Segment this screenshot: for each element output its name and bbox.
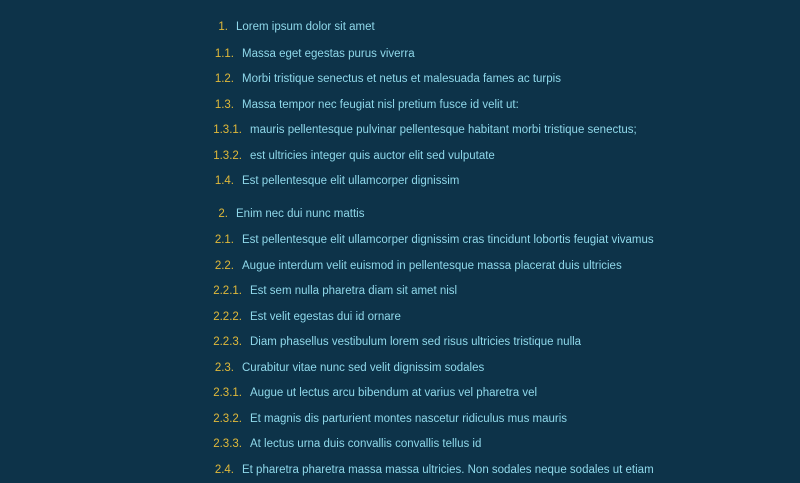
list-marker: 1.3.2. <box>213 149 242 162</box>
list-item-row <box>210 432 780 458</box>
list-marker: 2. <box>218 207 228 220</box>
list-item <box>210 254 780 356</box>
list-item-row <box>210 67 780 93</box>
list-item <box>210 14 780 195</box>
list-item <box>210 279 780 305</box>
list-item <box>210 144 780 170</box>
list-item <box>210 356 780 458</box>
list-item-row <box>210 279 780 305</box>
list-item-text: mauris pellentesque pulvinar pellentesque habitant morbi tristique senectus; <box>250 124 637 137</box>
list-item-row <box>210 305 780 331</box>
list-item-row <box>210 356 780 382</box>
list-item-row <box>210 201 780 229</box>
list-marker: 1.3.1. <box>213 124 242 137</box>
list-item <box>210 381 780 407</box>
list-item-row <box>210 93 780 119</box>
list-item-text: Augue interdum velit euismod in pellentesque massa placerat duis ultricies <box>242 259 622 272</box>
list-item-row <box>210 458 780 483</box>
list-item-text: Massa eget egestas purus viverra <box>242 47 415 60</box>
list-item-text: Et magnis dis parturient montes nascetur ridiculus mus mauris <box>250 412 568 425</box>
list-marker: 1. <box>218 21 228 33</box>
list-item-row <box>210 407 780 433</box>
list-item-text: Morbi tristique senectus et netus et malesuada fames ac turpis <box>242 73 561 86</box>
list-item <box>210 407 780 433</box>
list-marker: 1.2. <box>214 73 234 86</box>
sublist <box>210 118 780 169</box>
list-item-text: Est pellentesque elit ullamcorper dignissim <box>242 175 460 188</box>
sublist <box>210 228 780 483</box>
list-item-text: est ultricies integer quis auctor elit sed vulputate <box>250 149 495 162</box>
list-marker: 2.2. <box>214 259 234 272</box>
list-item <box>210 432 780 458</box>
list-item-text: Lorem ipsum dolor sit amet <box>236 21 375 33</box>
sublist <box>210 279 780 356</box>
list-marker: 2.3.1. <box>213 387 242 400</box>
list-item-text: At lectus urna duis convallis convallis tellus id <box>250 438 482 451</box>
list-item-text: Est pellentesque elit ullamcorper dignissim cras tincidunt lobortis feugiat vivamus <box>242 234 654 247</box>
list-marker: 2.2.1. <box>213 285 242 298</box>
list-marker: 2.2.2. <box>213 310 242 323</box>
list-item <box>210 93 780 170</box>
list-item-row <box>210 381 780 407</box>
list-marker: 2.4. <box>214 463 234 476</box>
list-marker: 2.3. <box>214 361 234 374</box>
list-item <box>210 118 780 144</box>
list-item-row <box>210 144 780 170</box>
list-item-text: Diam phasellus vestibulum lorem sed risus ultricies tristique nulla <box>250 336 582 349</box>
list-item-row <box>210 254 780 280</box>
list-item-row <box>210 169 780 195</box>
list-item-row <box>210 118 780 144</box>
list-item <box>210 228 780 254</box>
list-item <box>210 201 780 483</box>
list-item-text: Enim nec dui nunc mattis <box>236 207 365 220</box>
list-item-text: Est velit egestas dui id ornare <box>250 310 401 323</box>
list-item <box>210 169 780 195</box>
list-item <box>210 330 780 356</box>
list-item-row <box>210 42 780 68</box>
list-marker: 2.2.3. <box>213 336 242 349</box>
list-marker: 2.3.2. <box>213 412 242 425</box>
list-item-text: Et pharetra pharetra massa massa ultricies. Non sodales neque sodales ut etiam <box>242 463 654 476</box>
list-marker: 1.4. <box>214 175 234 188</box>
sublist <box>210 381 780 458</box>
sublist <box>210 42 780 195</box>
list-item <box>210 305 780 331</box>
list-item-text: Augue ut lectus arcu bibendum at varius vel pharetra vel <box>250 387 538 400</box>
list-item <box>210 458 780 483</box>
list-marker: 1.3. <box>214 98 234 111</box>
list-item-text: Massa tempor nec feugiat nisl pretium fusce id velit ut: <box>242 98 519 111</box>
list-item-row <box>210 330 780 356</box>
list-item-row <box>210 14 780 42</box>
list-marker: 2.3.3. <box>213 438 242 451</box>
list-marker: 1.1. <box>214 47 234 60</box>
outline-list <box>210 14 780 483</box>
list-marker: 2.1. <box>214 234 234 247</box>
list-item <box>210 67 780 93</box>
list-item-row <box>210 228 780 254</box>
list-item-text: Curabitur vitae nunc sed velit dignissim sodales <box>242 361 485 374</box>
list-item <box>210 42 780 68</box>
list-item-text: Est sem nulla pharetra diam sit amet nisl <box>250 285 458 298</box>
